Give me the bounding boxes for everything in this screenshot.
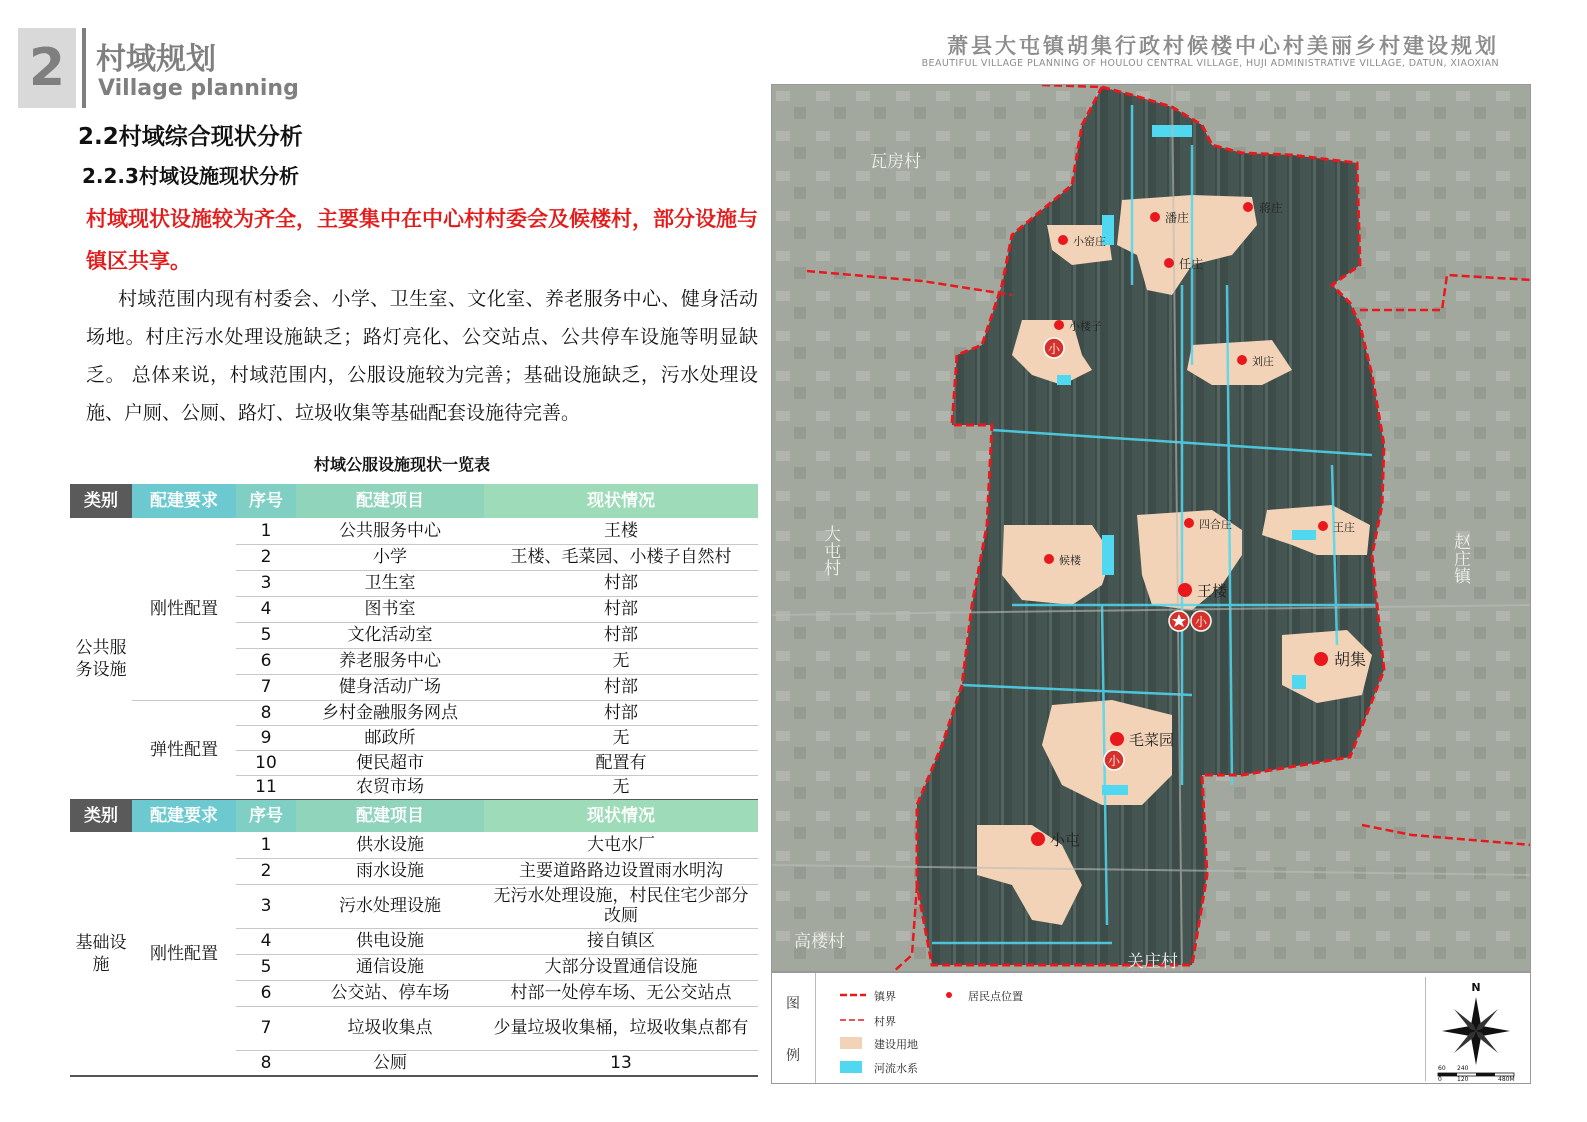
row-item: 乡村金融服务网点 xyxy=(296,700,484,725)
svg-text:任庄: 任庄 xyxy=(1179,257,1204,271)
map-svg xyxy=(772,85,1531,972)
legend-settlement: 居民点位置 xyxy=(968,990,1023,1003)
row-status: 王楼 xyxy=(484,518,758,544)
table-row xyxy=(70,832,758,858)
table-title: 村域公服设施现状一览表 xyxy=(314,455,491,474)
school-icon xyxy=(1191,611,1211,631)
heading-3: 2.2.3村域设施现状分析 xyxy=(82,164,299,188)
legend-village-boundary: 村界 xyxy=(874,1015,896,1028)
row-status: 大部分设置通信设施 xyxy=(484,954,758,980)
scale-label: 60 xyxy=(1438,1065,1446,1072)
row-item: 文化活动室 xyxy=(296,622,484,648)
north-label: N xyxy=(1471,981,1481,994)
svg-text:小楼子: 小楼子 xyxy=(1069,320,1102,333)
row-status: 王楼、毛菜园、小楼子自然村 xyxy=(484,544,758,570)
svg-text:王楼: 王楼 xyxy=(1197,582,1228,600)
table-header-row xyxy=(70,800,758,832)
row-status: 无污水处理设施，村民住宅少部分改厕 xyxy=(484,884,758,928)
category-cell: 基础设施 xyxy=(70,832,132,1076)
row-status: 无 xyxy=(484,725,758,750)
row-status: 13 xyxy=(484,1050,758,1076)
header-requirement: 配建要求 xyxy=(132,800,236,832)
svg-text:毛菜园: 毛菜园 xyxy=(1129,731,1175,749)
row-item: 供电设施 xyxy=(296,928,484,954)
row-status: 大屯水厂 xyxy=(484,832,758,858)
header-status: 现状情况 xyxy=(484,800,758,832)
svg-text:王庄: 王庄 xyxy=(1333,521,1355,534)
row-number: 10 xyxy=(236,750,296,775)
scale-label: 240 xyxy=(1457,1065,1469,1072)
row-status: 村部一处停车场、无公交站点 xyxy=(484,980,758,1006)
compass-and-scale xyxy=(1425,977,1525,1081)
row-number: 2 xyxy=(236,544,296,570)
header-category: 类别 xyxy=(70,800,132,832)
svg-text:小: 小 xyxy=(1194,615,1208,629)
row-status: 村部 xyxy=(484,596,758,622)
neighbor-label: 赵庄镇 xyxy=(1450,533,1470,584)
row-item: 公共服务中心 xyxy=(296,518,484,544)
header-requirement: 配建要求 xyxy=(132,484,236,518)
scale-label: 0 xyxy=(1438,1076,1442,1081)
infrastructure-table xyxy=(70,800,758,1077)
row-status: 配置有 xyxy=(484,750,758,775)
neighbor-label: 关庄村 xyxy=(1127,952,1178,972)
category-cell: 公共服务设施 xyxy=(70,518,132,800)
row-item: 雨水设施 xyxy=(296,858,484,884)
svg-text:四合庄: 四合庄 xyxy=(1199,518,1232,531)
construction-land-swatch xyxy=(840,1037,862,1049)
legend-title-char: 例 xyxy=(786,1048,800,1064)
row-number: 7 xyxy=(236,1006,296,1050)
row-item: 污水处理设施 xyxy=(296,884,484,928)
legend-title xyxy=(772,973,816,1083)
row-item: 健身活动广场 xyxy=(296,674,484,700)
row-item: 小学 xyxy=(296,544,484,570)
svg-text:候楼: 候楼 xyxy=(1059,554,1081,567)
row-item: 通信设施 xyxy=(296,954,484,980)
village-committee-star-icon xyxy=(1169,611,1189,631)
header-number: 序号 xyxy=(236,800,296,832)
neighbor-label: 瓦房村 xyxy=(870,152,921,172)
legend-title-char: 图 xyxy=(786,996,800,1012)
school-icon xyxy=(1104,750,1124,770)
header-status: 现状情况 xyxy=(484,484,758,518)
heading-2: 2.2村域综合现状分析 xyxy=(78,124,303,150)
legend-construction-land: 建设用地 xyxy=(874,1038,918,1051)
row-number: 8 xyxy=(236,1050,296,1076)
section-title: 村域规划 xyxy=(96,42,216,77)
row-number: 3 xyxy=(236,570,296,596)
project-subtitle: BEAUTIFUL VILLAGE PLANNING OF HOULOU CENTRAL VILLAGE, HUJI ADMINISTRATIVE VILLAGE, DATUN, XIAOXIAN xyxy=(921,58,1499,69)
section-divider xyxy=(82,28,86,108)
row-status: 无 xyxy=(484,775,758,800)
north-arrow-icon xyxy=(1426,977,1526,1081)
row-item: 图书室 xyxy=(296,596,484,622)
row-status: 无 xyxy=(484,648,758,674)
requirement-cell: 刚性配置 xyxy=(132,832,236,1076)
map-legend xyxy=(771,972,1531,1084)
svg-text:小: 小 xyxy=(1047,342,1061,356)
row-item: 卫生室 xyxy=(296,570,484,596)
scale-label: 120 xyxy=(1457,1076,1469,1081)
village-map xyxy=(771,84,1531,972)
row-number: 1 xyxy=(236,832,296,858)
neighbor-label: 高楼村 xyxy=(794,932,845,952)
row-status: 村部 xyxy=(484,622,758,648)
svg-text:小屯: 小屯 xyxy=(1050,831,1081,849)
row-number: 1 xyxy=(236,518,296,544)
row-status: 村部 xyxy=(484,570,758,596)
row-item: 公交站、停车场 xyxy=(296,980,484,1006)
lead-paragraph: 村域现状设施较为齐全，主要集中在中心村村委会及候楼村，部分设施与镇区共享。 xyxy=(86,207,758,273)
row-status: 主要道路路边设置雨水明沟 xyxy=(484,858,758,884)
row-item: 农贸市场 xyxy=(296,775,484,800)
row-number: 8 xyxy=(236,700,296,725)
settlement-swatch xyxy=(946,992,952,998)
svg-text:胡集: 胡集 xyxy=(1334,650,1367,669)
row-item: 邮政所 xyxy=(296,725,484,750)
water-swatch xyxy=(840,1061,862,1073)
row-number: 5 xyxy=(236,622,296,648)
row-number: 7 xyxy=(236,674,296,700)
svg-text:刘庄: 刘庄 xyxy=(1252,355,1274,368)
row-number: 4 xyxy=(236,596,296,622)
svg-text:小窑庄: 小窑庄 xyxy=(1073,235,1106,248)
svg-text:小: 小 xyxy=(1107,754,1121,768)
row-status: 村部 xyxy=(484,700,758,725)
row-status: 接自镇区 xyxy=(484,928,758,954)
row-item: 养老服务中心 xyxy=(296,648,484,674)
row-status: 村部 xyxy=(484,674,758,700)
row-number: 5 xyxy=(236,954,296,980)
requirement-cell: 弹性配置 xyxy=(132,700,236,800)
village-boundary-swatch xyxy=(840,1016,866,1024)
row-number: 6 xyxy=(236,648,296,674)
svg-text:蒋庄: 蒋庄 xyxy=(1259,201,1284,215)
row-number: 3 xyxy=(236,884,296,928)
row-item: 便民超市 xyxy=(296,750,484,775)
row-status: 少量垃圾收集桶，垃圾收集点都有 xyxy=(484,1006,758,1050)
neighbor-label: 大屯村 xyxy=(820,525,840,576)
table-header-row xyxy=(70,484,758,518)
school-icon xyxy=(1044,338,1064,358)
section-number: 2 xyxy=(18,28,76,108)
row-item: 垃圾收集点 xyxy=(296,1006,484,1050)
row-item: 公厕 xyxy=(296,1050,484,1076)
row-number: 11 xyxy=(236,775,296,800)
town-boundary-swatch xyxy=(840,991,866,999)
legend-town-boundary: 镇界 xyxy=(874,990,896,1003)
row-item: 供水设施 xyxy=(296,832,484,858)
row-number: 9 xyxy=(236,725,296,750)
header-item: 配建项目 xyxy=(296,800,484,832)
header-number: 序号 xyxy=(236,484,296,518)
table-row xyxy=(70,518,758,544)
row-number: 6 xyxy=(236,980,296,1006)
header-item: 配建项目 xyxy=(296,484,484,518)
row-number: 2 xyxy=(236,858,296,884)
project-title: 萧县大屯镇胡集行政村候楼中心村美丽乡村建设规划 xyxy=(947,34,1499,58)
public-service-table xyxy=(70,484,758,801)
svg-text:潘庄: 潘庄 xyxy=(1165,211,1190,225)
scale-label: 480M xyxy=(1498,1076,1515,1081)
header-category: 类别 xyxy=(70,484,132,518)
section-subtitle: Village planning xyxy=(98,76,299,101)
table-row xyxy=(70,700,758,725)
body-paragraph: 村域范围内现有村委会、小学、卫生室、文化室、养老服务中心、健身活动场地。村庄污水处理设施缺乏；路灯亮化、公交站点、公共停车设施等明显缺乏。 总体来说，村域范围内，公服设施较为完善；基础设施缺乏，污水处理设施、户厕、公厕、路灯、垃圾收集等基础配套设施待完善。 xyxy=(86,288,758,424)
row-number: 4 xyxy=(236,928,296,954)
requirement-cell: 刚性配置 xyxy=(132,518,236,700)
legend-water-system: 河流水系 xyxy=(874,1062,918,1075)
